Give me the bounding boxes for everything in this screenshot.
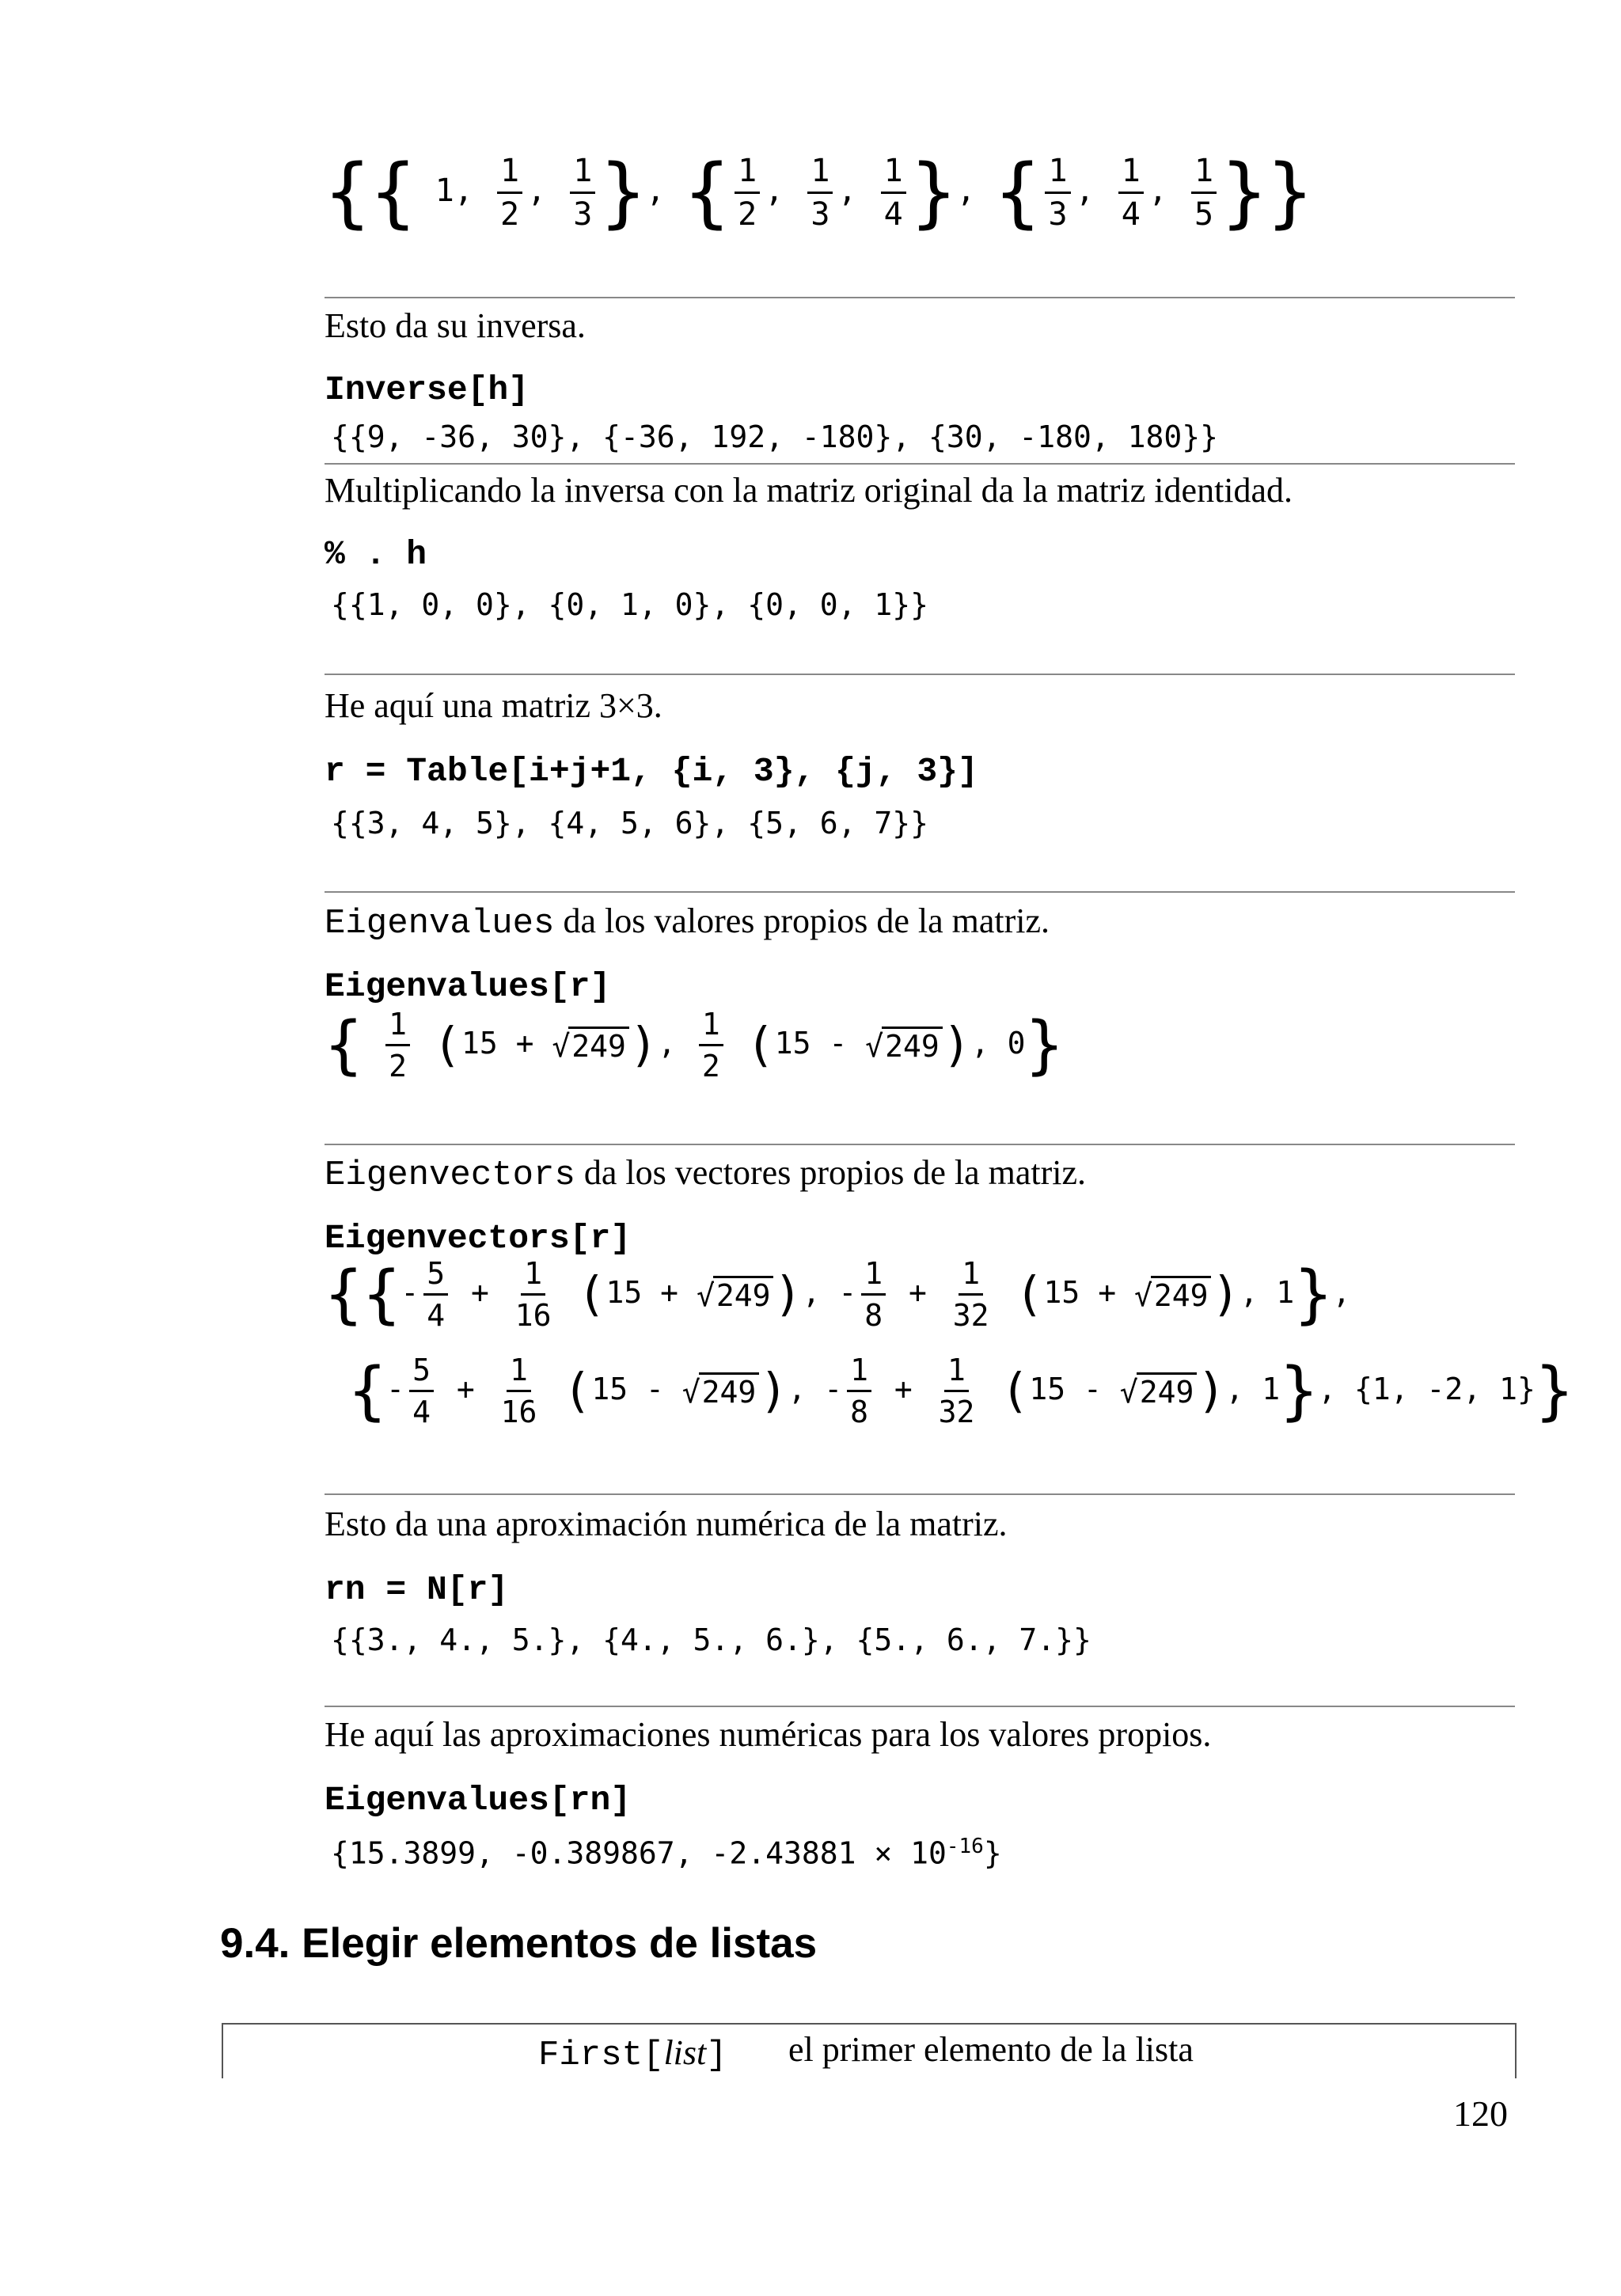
output-cell: {{1, 0, 0}, {0, 1, 0}, {0, 0, 1}} [331, 587, 928, 622]
cell-divider [325, 891, 1515, 893]
text-cell: Eigenvalues da los valores propios de la matriz. [325, 901, 1050, 943]
cell-divider [325, 463, 1515, 465]
section-heading: 9.4. Elegir elementos de listas [220, 1920, 818, 1967]
input-cell[interactable]: % . h [325, 535, 427, 574]
text-cell: Multiplicando la inversa con la matriz original da la matriz identidad. [325, 471, 1293, 510]
text-cell: He aquí las aproximaciones numéricas para los valores propios. [325, 1715, 1212, 1754]
input-cell[interactable]: Eigenvalues[rn] [325, 1781, 632, 1820]
cell-divider [325, 1706, 1515, 1707]
inline-code: Eigenvectors [325, 1156, 575, 1195]
input-cell[interactable]: rn = N[r] [325, 1570, 509, 1609]
output-cell: {{3, 4, 5}, {4, 5, 6}, {5, 6, 7}} [331, 806, 928, 841]
input-cell[interactable]: Inverse[h] [325, 370, 530, 409]
inline-code: Eigenvalues [325, 904, 555, 943]
text-cell: Esto da su inversa. [325, 306, 586, 345]
cell-divider [325, 1144, 1515, 1145]
output-cell: {15.3899, -0.389867, $-2.43881 \times 10^{-16}$} [331, 1835, 1002, 1871]
eigenvalues-output: { $\frac{1}{2}$ (15 + √249), $\frac{1}{2}$ (15 - √249), 0} [325, 1007, 1064, 1083]
cell-divider [325, 1493, 1515, 1495]
input-cell[interactable]: Eigenvectors[r] [325, 1219, 632, 1258]
table-description: el primer elemento de la lista [788, 2030, 1194, 2069]
eigenvectors-output-line-1: {{- $\frac{5}{4}$ + $\frac{1}{16}$ (15 + √249), - $\frac{1}{8}$ + $\frac{1}{32}$ (15 + √249), 1}, [325, 1256, 1351, 1333]
hilbert-matrix-output: {{ 1, $\frac{1}{2}$ , $\frac{1}{3}$ }, { $\frac{1}{2}$ , $\frac{1}{3}$ , $\frac{1}{4}$ }, { $\frac{1}{3}$ , $\frac{1}{4}$ , $\frac{1}{5}$ }} [325, 148, 1313, 237]
table-function: First[list] [538, 2033, 727, 2075]
text-cell: Esto da una aproximación numérica de la matriz. [325, 1505, 1008, 1543]
input-cell[interactable]: r = Table[i+j+1, {i, 3}, {j, 3}] [325, 752, 978, 791]
table-row [538, 2032, 727, 2075]
page-number: 120 [1453, 2093, 1508, 2134]
input-cell[interactable]: Eigenvalues[r] [325, 967, 611, 1006]
eigenvectors-output-line-2: {- $\frac{5}{4}$ + $\frac{1}{16}$ (15 - √249), - $\frac{1}{8}$ + $\frac{1}{32}$ (15 - √249), 1}, {1, -2, 1}} [348, 1353, 1574, 1429]
text-cell: Eigenvectors da los vectores propios de la matriz. [325, 1153, 1086, 1195]
text-cell: He aquí una matriz 3×3. [325, 686, 662, 725]
cell-divider [325, 674, 1515, 675]
output-cell: {{9, -36, 30}, {-36, 192, -180}, {30, -180, 180}} [331, 419, 1219, 454]
output-cell: {{3., 4., 5.}, {4., 5., 6.}, {5., 6., 7.}} [331, 1622, 1091, 1657]
cell-divider [325, 297, 1515, 298]
